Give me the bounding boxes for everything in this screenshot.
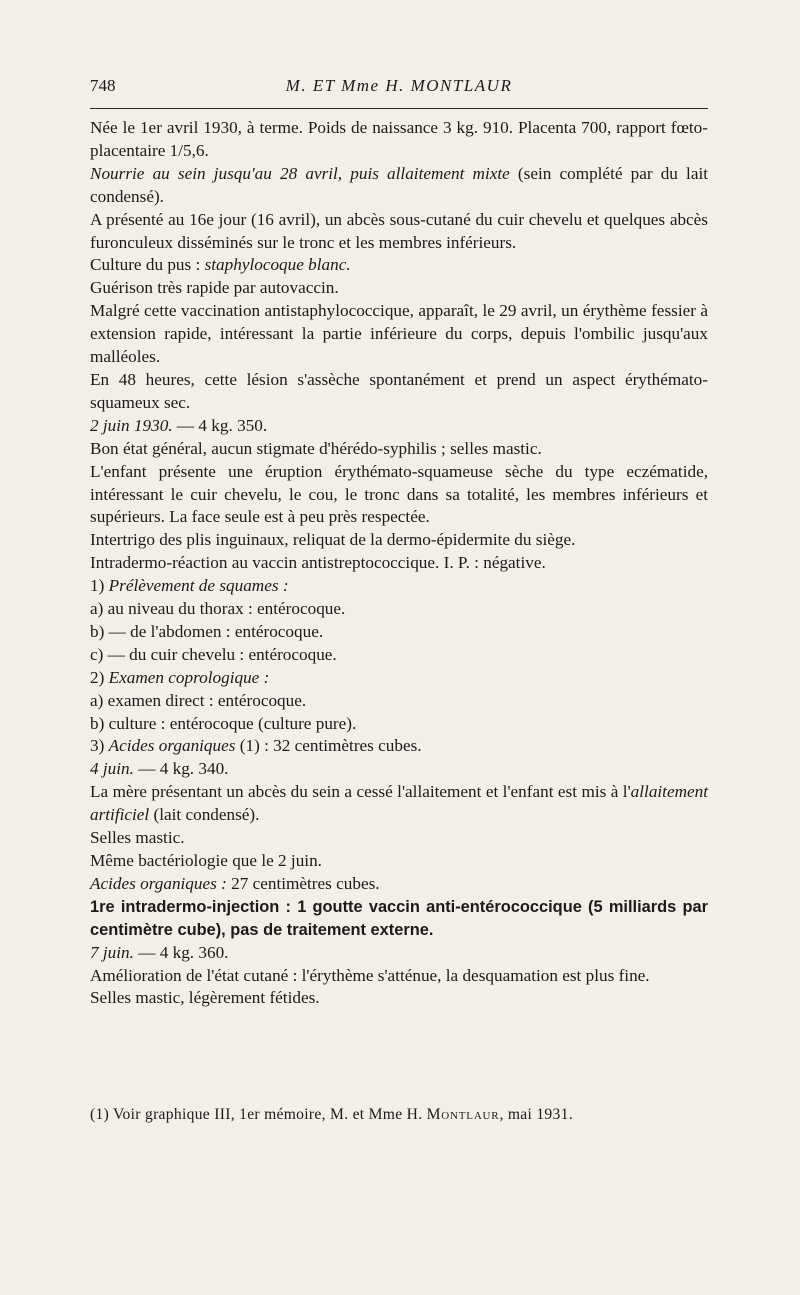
- text: 3): [90, 736, 109, 756]
- paragraph: [90, 461, 708, 530]
- italic-text: staphylocoque blanc.: [204, 255, 351, 275]
- paragraph: [90, 438, 708, 461]
- text: — 4 kg. 340.: [133, 759, 229, 779]
- page-header: [90, 70, 708, 102]
- text: (sein complété par du lait condensé).: [90, 163, 709, 206]
- paragraph: [90, 552, 708, 575]
- text: L'enfant présente une éruption érythémato-squameuse sèche du type eczématide, intéressant le cuir chevelu, le cou, le tronc dans sa totalité, les membres inférieurs et supérieurs. La face seule est à peu près respectée.: [90, 461, 708, 527]
- text: Même bactériologie que le 2 juin.: [90, 851, 322, 870]
- paragraph: [90, 209, 708, 255]
- text: Amélioration de l'état cutané : l'érythème s'atténue, la desquamation est plus fine.: [90, 965, 650, 985]
- paragraph: [90, 781, 708, 827]
- italic-text: allaitement artificiel: [90, 782, 708, 825]
- paragraph: [90, 667, 708, 690]
- paragraph: [90, 415, 708, 438]
- paragraph: [90, 117, 708, 163]
- italic-text: Nourrie au sein jusqu'au 28 avril, puis allaitement mixte: [90, 163, 510, 183]
- text: La mère présentant un abcès du sein a cessé l'allaitement et l'enfant est mis à l': [90, 782, 631, 802]
- footnote-prefix: (1) Voir graphique III, 1er mémoire, M. et Mme H.: [90, 1106, 427, 1123]
- paragraph: [90, 163, 708, 209]
- footnote: [90, 1105, 708, 1125]
- italic-text: Acides organiques :: [90, 873, 227, 893]
- page-number: 748: [90, 76, 116, 95]
- text: b) culture : entérocoque (culture pure).: [90, 713, 357, 733]
- italic-text: Acides organiques: [108, 736, 236, 756]
- footnote-suffix: , mai 1931.: [499, 1106, 573, 1123]
- italic-text: Prélèvement de squames :: [108, 576, 289, 596]
- text: Guérison très rapide par autovaccin.: [90, 278, 339, 298]
- text: c) — du cuir chevelu : entérocoque.: [90, 644, 337, 664]
- paragraph: [90, 529, 708, 552]
- paragraph: [90, 758, 708, 781]
- text: Malgré cette vaccination antistaphylococcique, apparaît, le 29 avril, un érythème fessier à extension rapide, intéressant la partie inférieure du corps, depuis l'ombilic jusqu'aux malléoles.: [90, 301, 708, 367]
- text: Intradermo-réaction au vaccin antistreptococcique. I. P. : négative.: [90, 553, 546, 573]
- footnote-author: Montlaur: [426, 1106, 500, 1123]
- paragraph: [90, 621, 708, 644]
- text: Selles mastic, légèrement fétides.: [90, 988, 320, 1008]
- paragraph: [90, 827, 708, 850]
- text: En 48 heures, cette lésion s'assèche spontanément et prend un aspect érythémato-squameux sec.: [90, 369, 708, 412]
- paragraph: [90, 277, 708, 300]
- bold-paragraph: [90, 896, 708, 942]
- paragraph: [90, 987, 708, 1010]
- paragraph: [90, 598, 708, 621]
- paragraph: [90, 300, 708, 369]
- text: — 4 kg. 360.: [133, 942, 229, 962]
- paragraph: [90, 942, 708, 965]
- header-rule: [90, 108, 708, 109]
- text: Née le 1er avril 1930, à terme. Poids de naissance 3 kg. 910. Placenta 700, rapport fœto-placentaire 1/5,6.: [90, 118, 708, 160]
- paragraph: [90, 713, 708, 736]
- text: Culture du pus :: [90, 255, 205, 275]
- text: 1): [90, 576, 109, 596]
- italic-text: Examen coprologique :: [108, 667, 270, 687]
- paragraph: [90, 690, 708, 713]
- italic-text: 7 juin.: [90, 942, 134, 962]
- running-title: M. ET Mme H. MONTLAUR: [285, 76, 513, 95]
- paragraph: [90, 254, 708, 277]
- text: a) au niveau du thorax : entérocoque.: [90, 599, 346, 619]
- text: A présenté au 16e jour (16 avril), un abcès sous-cutané du cuir chevelu et quelques abcès furonculeux disséminés sur le tronc et les membres inférieurs.: [90, 209, 708, 252]
- text: a) examen direct : entérocoque.: [90, 690, 307, 710]
- text: 27 centimètres cubes.: [226, 873, 380, 893]
- italic-text: 4 juin.: [90, 759, 134, 779]
- paragraph: [90, 850, 708, 873]
- text: b) — de l'abdomen : entérocoque.: [90, 621, 324, 641]
- paragraph: [90, 644, 708, 667]
- text: Intertrigo des plis inguinaux, reliquat de la dermo-épidermite du siège.: [90, 530, 576, 550]
- paragraph: [90, 735, 708, 758]
- text: (1) : 32 centimètres cubes.: [235, 736, 422, 756]
- italic-text: 2 juin 1930.: [90, 415, 173, 435]
- paragraph: [90, 873, 708, 896]
- text: — 4 kg. 350.: [172, 415, 268, 435]
- text: 1re intradermo-injection : 1 goutte vaccin anti-entérococcique (5 milliards par centimètre cube), pas de traitement externe.: [90, 897, 708, 939]
- text: Selles mastic.: [90, 828, 185, 848]
- text: (lait condensé).: [149, 805, 260, 825]
- paragraph: [90, 575, 708, 598]
- article-body: [90, 117, 708, 1010]
- text: 2): [90, 667, 109, 687]
- paragraph: [90, 965, 708, 988]
- paragraph: [90, 369, 708, 415]
- text: Bon état général, aucun stigmate d'hérédo-syphilis ; selles mastic.: [90, 438, 542, 458]
